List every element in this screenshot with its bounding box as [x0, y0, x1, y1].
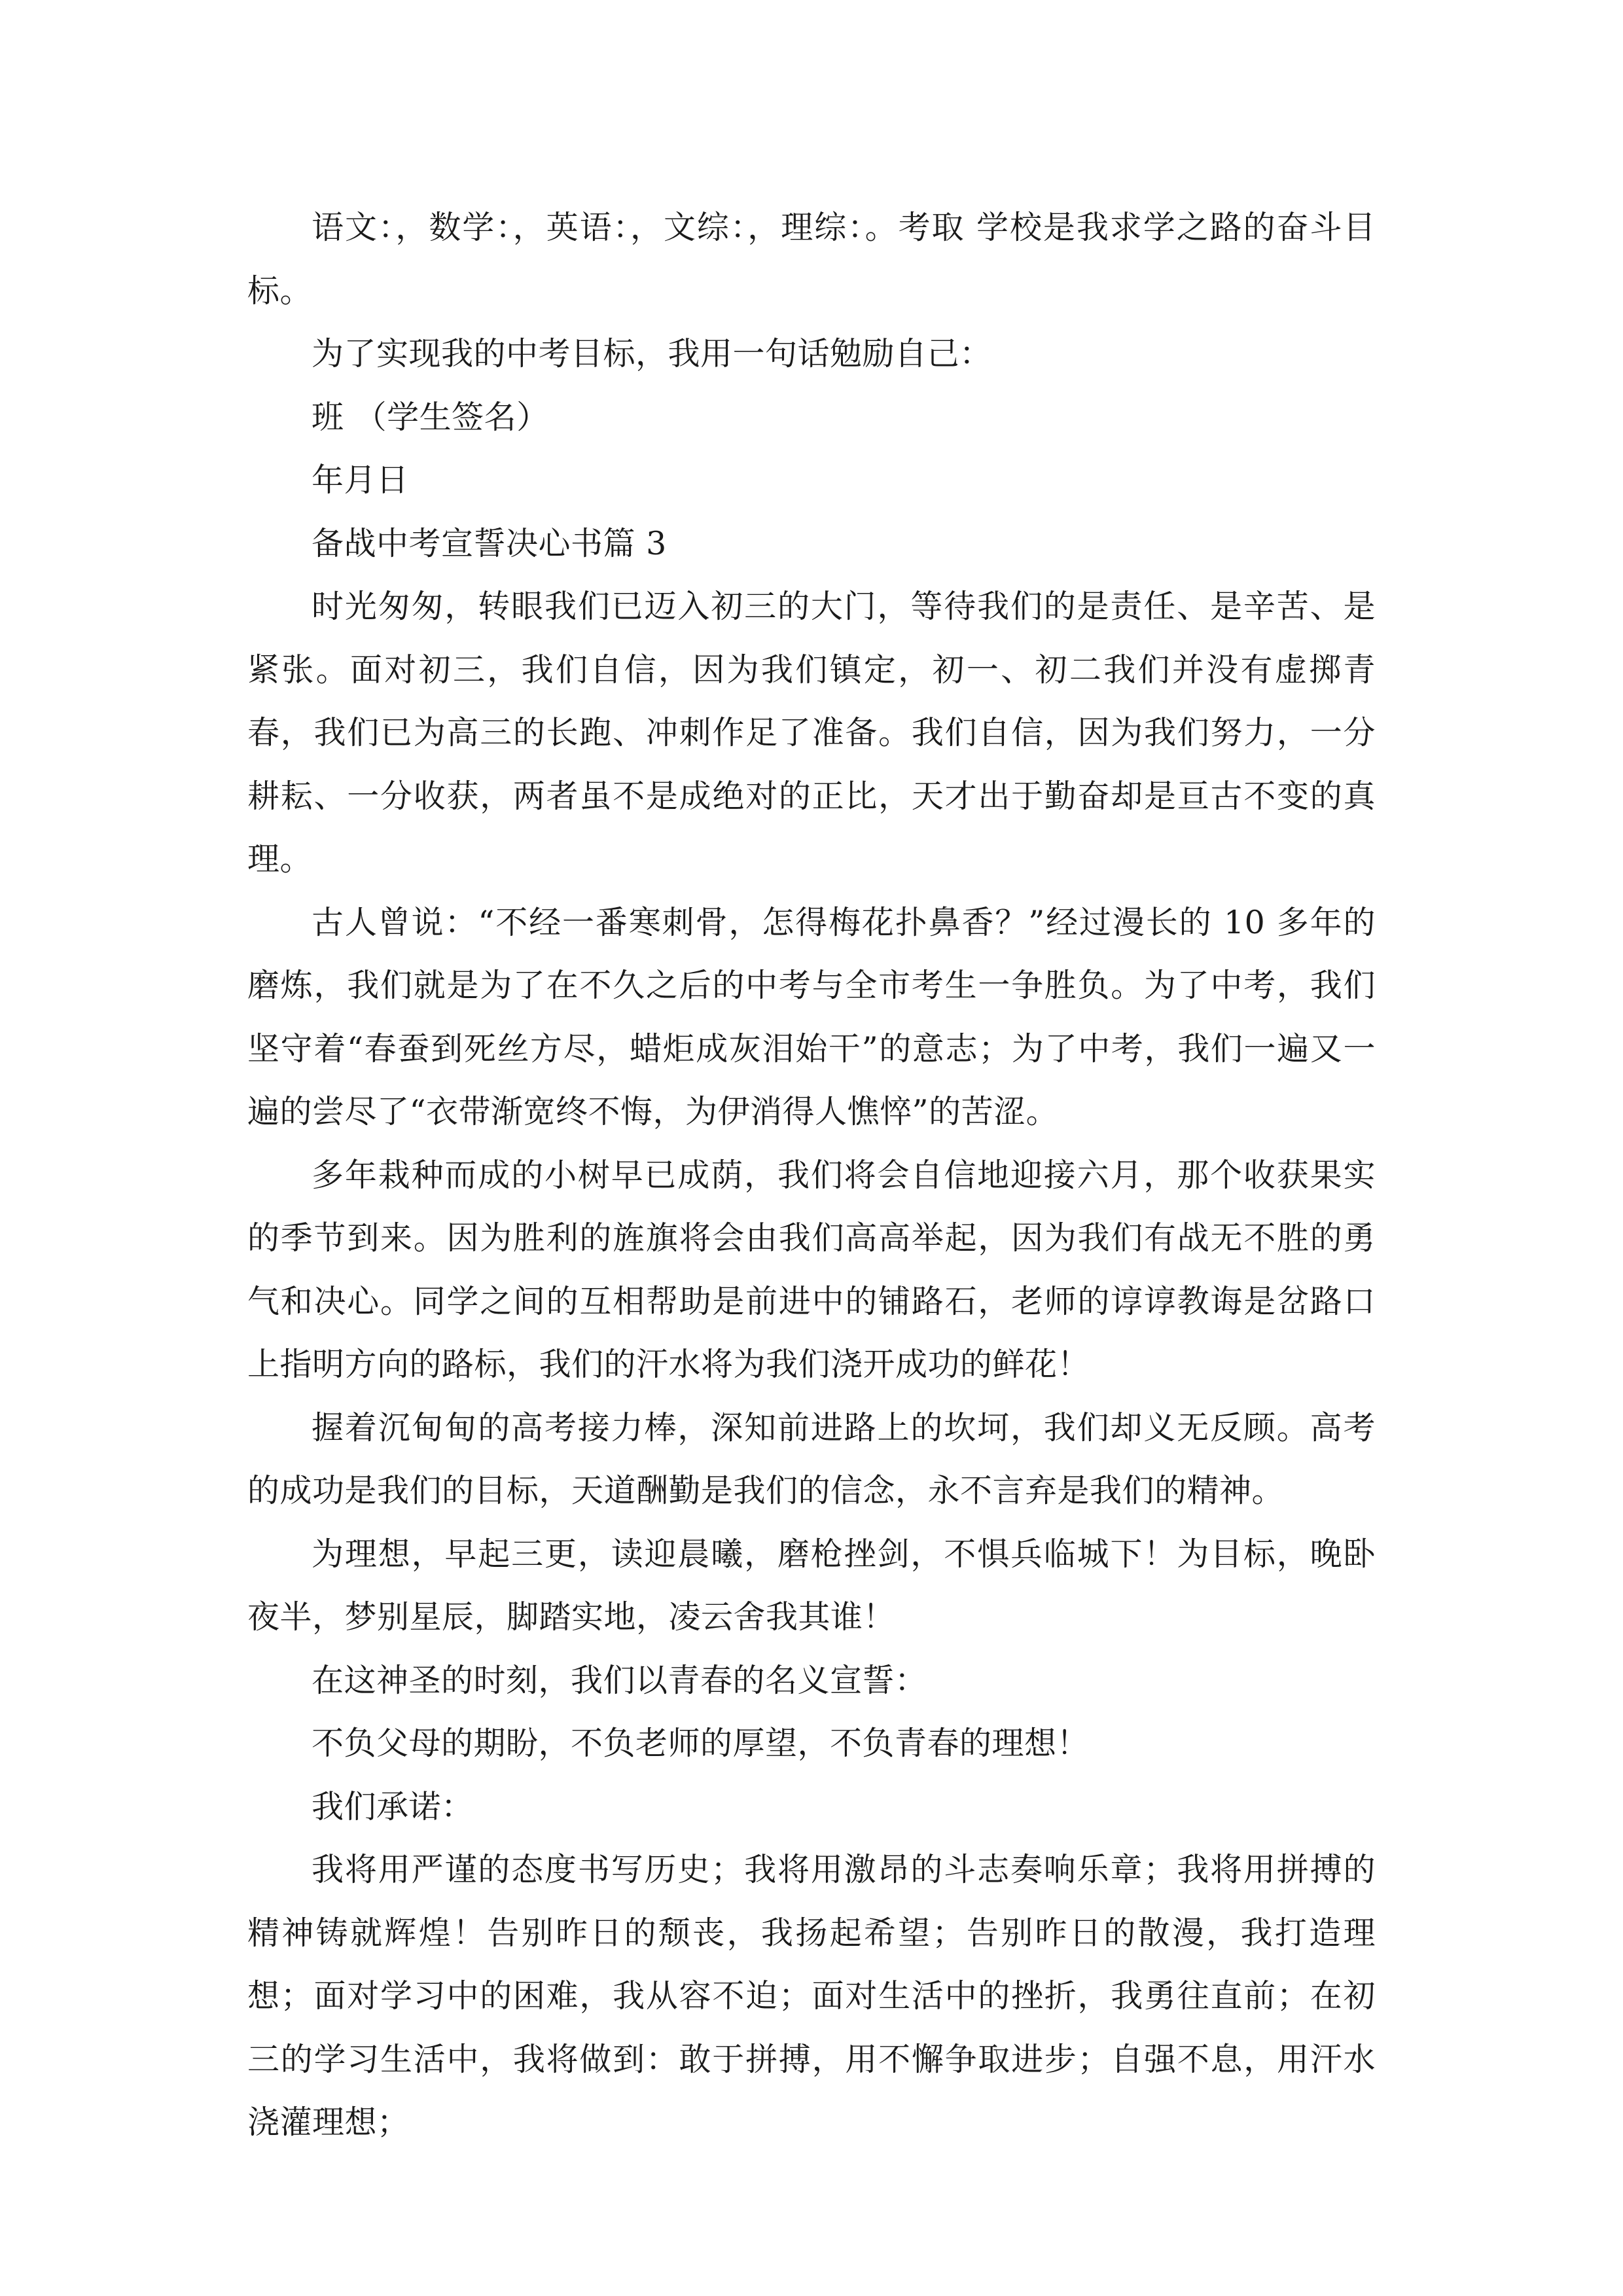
paragraph-goal-scores: 语文：，数学：，英语：，文综：，理综：。考取 学校是我求学之路的奋斗目标。: [247, 209, 1376, 310]
paragraph-signature: 班 （学生签名）: [312, 398, 549, 436]
section-heading: 备战中考宣誓决心书篇 3: [312, 524, 667, 562]
paragraph-body: 古人曾说：“不经一番寒刺骨，怎得梅花扑鼻香？”经过漫长的 10 多年的磨炼，我们就是为了在不久之后的中考与全市考生一争胜负。为了中考，我们坚守着“春蚕到死丝方尽，蜡炬成灰泪始干”的意志；为了中考，我们一遍又一遍的尝尽了“衣带渐宽终不悔，为伊消得人憔悴”的苦涩。: [247, 903, 1376, 1130]
paragraph-oath-intro: 在这神圣的时刻，我们以青春的名义宣誓：: [312, 1661, 927, 1699]
paragraph-oath: 不负父母的期盼，不负老师的厚望，不负青春的理想！: [312, 1725, 1090, 1762]
paragraph-body: 为理想，早起三更，读迎晨曦，磨枪挫剑，不惧兵临城下！为目标，晚卧夜半，梦别星辰，脚踏实地，凌云舍我其谁！: [247, 1535, 1376, 1636]
paragraph-body: 握着沉甸甸的高考接力棒，深知前进路上的坎坷，我们却义无反顾。高考的成功是我们的目标，天道酬勤是我们的信念，永不言弃是我们的精神。: [247, 1408, 1376, 1509]
paragraph-date: 年月日: [312, 461, 409, 499]
paragraph-body: 多年栽种而成的小树早已成荫，我们将会自信地迎接六月，那个收获果实的季节到来。因为胜利的旌旗将会由我们高高举起，因为我们有战无不胜的勇气和决心。同学之间的互相帮助是前进中的铺路石，老师的谆谆教诲是岔路口上指明方向的路标，我们的汗水将为我们浇开成功的鲜花！: [247, 1156, 1376, 1383]
paragraph-body: 我将用严谨的态度书写历史；我将用激昂的斗志奏响乐章；我将用拼搏的精神铸就辉煌！告别昨日的颓丧，我扬起希望；告别昨日的散漫，我打造理想；面对学习中的困难，我从容不迫；面对生活中的挫折，我勇往直前；在初三的学习生活中，我将做到：敢于拼搏，用不懈争取进步；自强不息，用汗水浇灌理想；: [247, 1851, 1376, 2141]
document-body: [247, 196, 1376, 2155]
paragraph-motto-intro: 为了实现我的中考目标，我用一句话勉励自己：: [312, 335, 992, 372]
paragraph-promise-heading: 我们承诺：: [312, 1787, 474, 1825]
paragraph-body: 时光匆匆，转眼我们已迈入初三的大门，等待我们的是责任、是辛苦、是紧张。面对初三，我们自信，因为我们镇定，初一、初二我们并没有虚掷青春，我们已为高三的长跑、冲刺作足了准备。我们自信，因为我们努力，一分耕耘、一分收获，两者虽不是成绝对的正比，天才出于勤奋却是亘古不变的真理。: [247, 588, 1376, 878]
